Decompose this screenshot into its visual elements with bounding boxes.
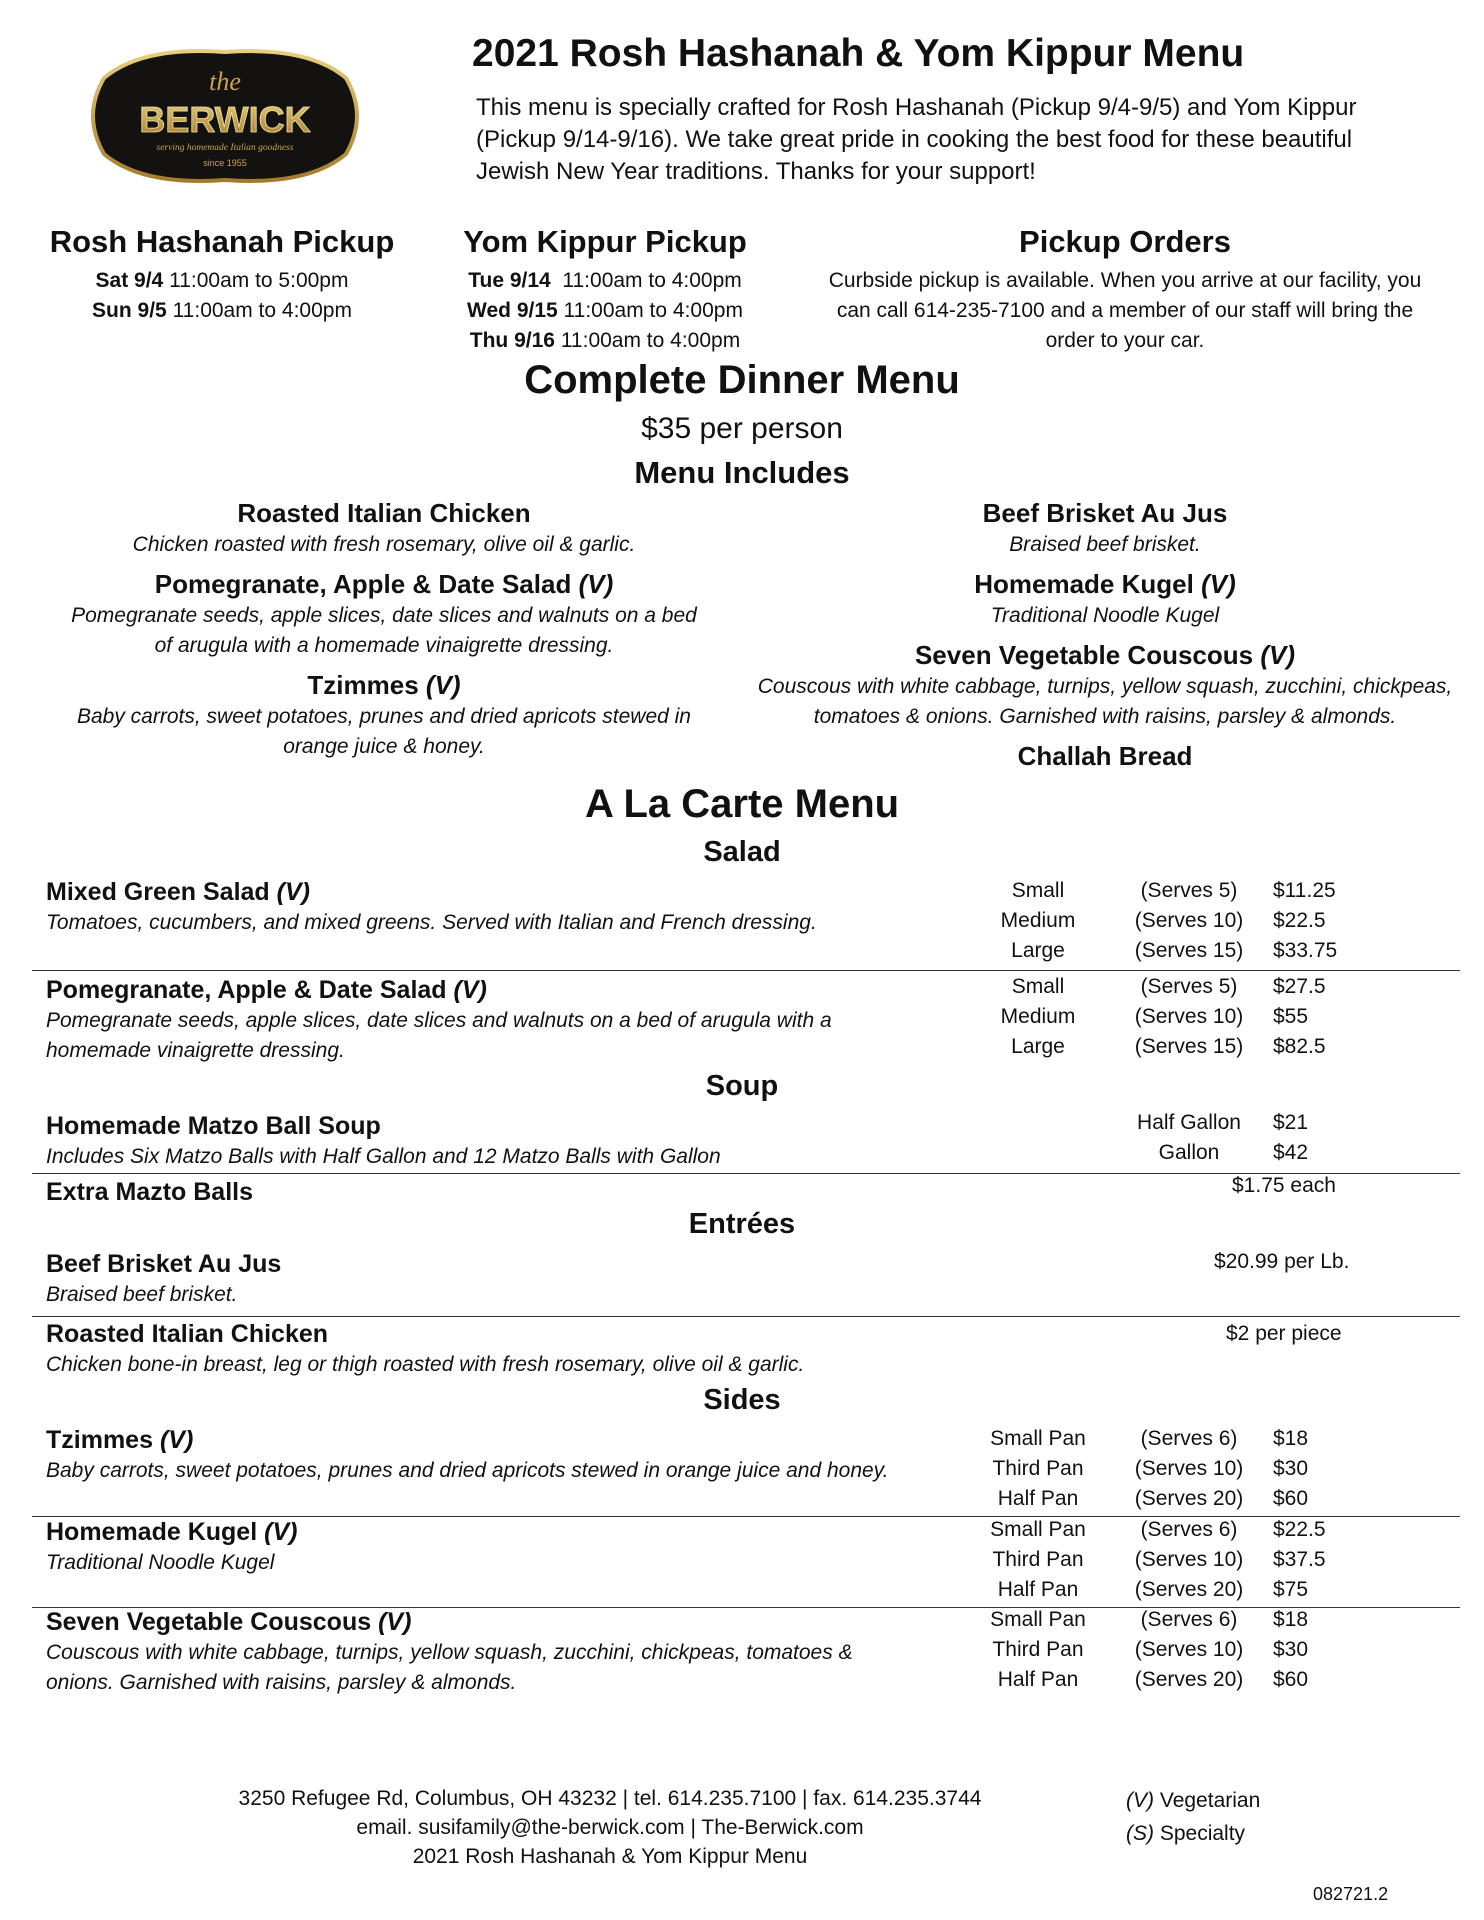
include-item-desc: Traditional Noodle Kugel	[990, 604, 1220, 627]
menu-item	[46, 1606, 853, 1698]
pickup-row: Sat 9/4 11:00am to 5:00pm	[95, 269, 349, 292]
pickup-orders	[800, 222, 1450, 356]
item-desc: Includes Six Matzo Balls with Half Gallon and 12 Matzo Balls with Gallon	[46, 1145, 721, 1168]
menu-item	[46, 876, 817, 938]
sides-title: Sides	[703, 1384, 781, 1416]
legend	[1126, 1784, 1260, 1850]
rosh-hashanah-pickup-title: Rosh Hashanah Pickup	[49, 224, 395, 259]
include-item-name: Seven Vegetable Couscous (V)	[914, 640, 1296, 670]
menu-includes-title: Menu Includes	[634, 455, 850, 490]
item-price: $2 per piece	[1226, 1322, 1342, 1345]
intro-text	[476, 92, 1416, 188]
rosh-hashanah-pickup	[42, 222, 402, 326]
complete-dinner-title: Complete Dinner Menu	[524, 358, 960, 402]
item-name: Beef Brisket Au Jus	[46, 1250, 282, 1278]
pickup-orders-line: Curbside pickup is available. When you arrive at our facility, you	[828, 269, 1422, 292]
logo-tagline: serving homemade Italian goodness	[156, 143, 294, 153]
yom-kippur-pickup-title: Yom Kippur Pickup	[463, 224, 747, 259]
include-item-name: Roasted Italian Chicken	[237, 498, 531, 528]
include-item-name: Tzimmes (V)	[307, 670, 461, 700]
menu-title: 2021 Rosh Hashanah & Yom Kippur Menu	[472, 32, 1245, 75]
vegetarian-mark: (V)	[264, 1518, 298, 1546]
logo-since: since 1955	[203, 158, 247, 168]
vegetarian-mark: (V)	[378, 1608, 412, 1636]
include-item-desc: Baby carrots, sweet potatoes, prunes and dried apricots stewed in orange juice & honey.	[76, 705, 691, 758]
pickup-orders-line: can call 614-235-7100 and a member of our staff will bring the	[836, 299, 1414, 322]
footer-address: 3250 Refugee Rd, Columbus, OH 43232 | tel. 614.235.7100 | fax. 614.235.3744	[238, 1787, 982, 1810]
item-name: Pomegranate, Apple & Date Salad (V)	[46, 976, 487, 1004]
intro-line: Jewish New Year traditions. Thanks for your support!	[476, 158, 1036, 185]
pickup-orders-title: Pickup Orders	[1019, 224, 1231, 259]
item-name: Seven Vegetable Couscous (V)	[46, 1608, 412, 1636]
ala-carte-title: A La Carte Menu	[584, 782, 900, 826]
soup-title: Soup	[705, 1070, 779, 1102]
pickup-row: Tue 9/14 11:00am to 4:00pm	[468, 269, 742, 292]
menu-item	[46, 1318, 804, 1380]
divider	[32, 1316, 1460, 1317]
item-desc: Traditional Noodle Kugel	[46, 1551, 275, 1574]
intro-line: (Pickup 9/14-9/16). We take great pride in cooking the best food for these beautiful	[476, 126, 1353, 153]
item-desc: Couscous with white cabbage, turnips, yellow squash, zucchini, chickpeas, tomatoes & onions. Garnished with raisins, parsley & almonds.	[46, 1641, 853, 1694]
item-name: Mixed Green Salad (V)	[46, 878, 310, 906]
item-desc: Chicken bone-in breast, leg or thigh roasted with fresh rosemary, olive oil & garlic.	[46, 1353, 805, 1376]
vegetarian-mark: (V)	[578, 569, 614, 599]
divider	[32, 970, 1460, 971]
include-item-desc: Couscous with white cabbage, turnips, yellow squash, zucchini, chickpeas, tomatoes & onions. Garnished with raisins, parsley & almonds.	[757, 675, 1453, 728]
item-desc: Pomegranate seeds, apple slices, date slices and walnuts on a bed of arugula with a homemade vinaigrette dressing.	[46, 1009, 832, 1062]
vegetarian-mark: (V)	[276, 878, 310, 906]
include-item-desc: Chicken roasted with fresh rosemary, olive oil & garlic.	[132, 533, 636, 556]
item-desc: Baby carrots, sweet potatoes, prunes and dried apricots stewed in orange juice and honey.	[46, 1459, 889, 1482]
legend-item: (S) Specialty	[1126, 1822, 1246, 1845]
item-name: Homemade Kugel (V)	[46, 1518, 298, 1546]
item-price: $1.75 each	[1232, 1174, 1336, 1197]
include-item-name: Challah Bread	[1017, 741, 1193, 771]
footer-contact	[200, 1784, 1020, 1871]
include-item-desc: Braised beef brisket.	[1009, 533, 1201, 556]
includes-left-column	[44, 496, 724, 769]
include-item-name: Pomegranate, Apple & Date Salad (V)	[154, 569, 614, 599]
dinner-price: $35 per person	[641, 412, 843, 445]
item-name: Roasted Italian Chicken	[46, 1320, 329, 1348]
pickup-row: Wed 9/15 11:00am to 4:00pm	[467, 299, 743, 322]
item-name: Tzimmes (V)	[46, 1426, 194, 1454]
menu-item	[46, 974, 832, 1066]
yom-kippur-pickup	[440, 222, 770, 356]
include-item-desc: Pomegranate seeds, apple slices, date slices and walnuts on a bed of arugula with a homemade vinaigrette dressing.	[71, 604, 697, 657]
vegetarian-mark: (V)	[1201, 569, 1236, 599]
footer-title: 2021 Rosh Hashanah & Yom Kippur Menu	[412, 1845, 808, 1868]
logo-small-text: the	[209, 67, 241, 96]
menu-item	[46, 1110, 721, 1172]
vegetarian-mark: (V)	[425, 670, 461, 700]
footer-email: email. susifamily@the-berwick.com | The-Berwick.com	[356, 1816, 864, 1839]
vegetarian-mark: (V)	[159, 1426, 194, 1454]
includes-right-column	[740, 496, 1470, 773]
include-item-name: Beef Brisket Au Jus	[982, 498, 1228, 528]
intro-line: This menu is specially crafted for Rosh Hashanah (Pickup 9/4-9/5) and Yom Kippur	[476, 94, 1357, 121]
pickup-row: Sun 9/5 11:00am to 4:00pm	[92, 299, 352, 322]
legend-item: (V) Vegetarian	[1126, 1789, 1261, 1812]
vegetarian-mark: (V)	[1260, 640, 1296, 670]
item-name: Homemade Matzo Ball Soup	[46, 1112, 381, 1140]
item-price: $20.99 per Lb.	[1214, 1250, 1350, 1273]
salad-title: Salad	[703, 836, 781, 868]
berwick-logo	[82, 38, 368, 194]
vegetarian-mark: (V)	[453, 976, 487, 1004]
include-item-name: Homemade Kugel (V)	[974, 569, 1236, 599]
menu-item	[46, 1516, 297, 1578]
item-desc: Braised beef brisket.	[46, 1283, 238, 1306]
pickup-row: Thu 9/16 11:00am to 4:00pm	[469, 329, 741, 352]
entrees-title: Entrées	[688, 1208, 796, 1240]
item-name: Extra Mazto Balls	[46, 1178, 254, 1206]
item-desc: Tomatoes, cucumbers, and mixed greens. Served with Italian and French dressing.	[46, 911, 817, 934]
menu-item	[46, 1424, 888, 1486]
logo-name: BERWICK	[139, 99, 311, 140]
menu-item	[46, 1248, 281, 1310]
pickup-orders-line: order to your car.	[1045, 329, 1205, 352]
document-code: 082721.2	[1313, 1884, 1389, 1904]
menu-item	[46, 1176, 253, 1208]
